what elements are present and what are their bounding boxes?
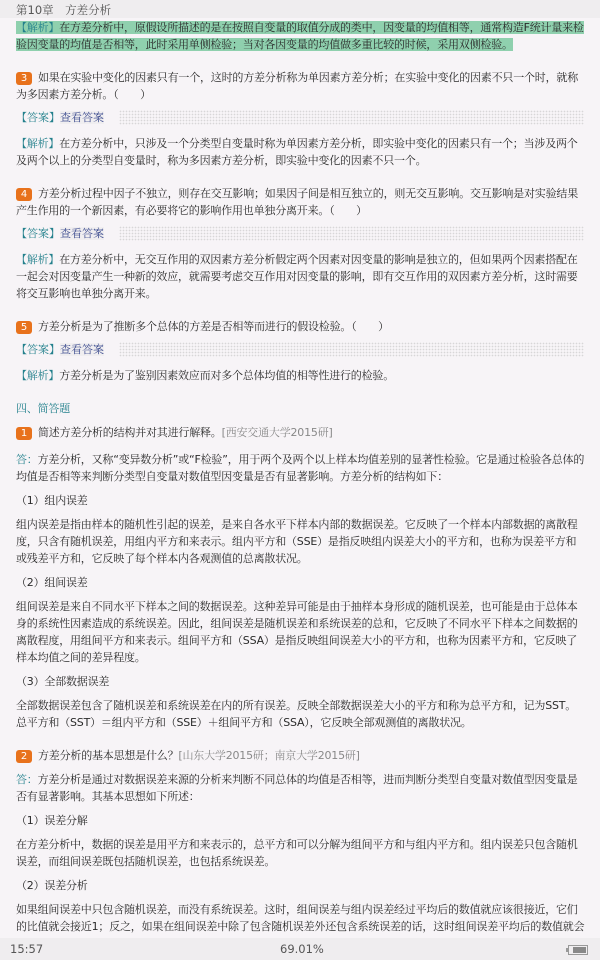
view-answer-link[interactable]: 查看答案 [60,227,104,240]
question-text: 方差分析过程中因子不独立，则存在交互影响；如果因子间是相互独立的，则无交互影响。交互影响是对实验结果产生作用的一个新因素，有必要将它的影响作用也单独分离开来。（ ） [16,187,578,217]
question-text: 简述方差分析的结构并对其进行解释。 [38,426,222,439]
analysis-block [16,251,586,302]
answer-label: 【答案】 [16,227,60,240]
question-5 [16,318,586,335]
paragraph: 如果组间误差中只包含随机误差，而没有系统误差。这时，组间误差与组内误差经过平均后的数值就应该很接近，它们的比值就会接近1；反之，如果在组间误差中除了包含随机误差外还包含系统误差的话，这时组间误差平均后的数值就会 [16,903,585,933]
battery-icon [568,945,588,955]
analysis-label: 【解析】 [16,137,60,150]
view-answer-link[interactable]: 查看答案 [60,343,104,356]
question-text: 如果在实验中变化的因素只有一个，这时的方差分析称为单因素方差分析；在实验中变化的因素不只一个时，就称为多因素方差分析。（ ） [16,71,578,101]
answer-text: 方差分析是通过对数据误差来源的分析来判断不同总体的均值是否相等，进而判断分类型自变量对数值型因变量是否有显著影响。其基本思想如下所述： [16,773,578,803]
paragraph: 全部数据误差包含了随机误差和系统误差在内的所有误差。反映全部数据误差大小的平方和称为总平方和，记为SST。总平方和（SST）＝组内平方和（SSE）＋组间平方和（SSA），它反映全部观测值的离散状况。 [16,699,577,729]
chapter-header [0,0,600,18]
chapter-title: 第10章 方差分析 [16,3,112,17]
answer-label: 答： [16,453,38,466]
view-answer-link[interactable]: 查看答案 [60,111,104,124]
question-number-badge: 4 [16,188,32,201]
subheading: （2）误差分析 [16,879,88,892]
short-question-1 [16,424,586,441]
reading-progress: 69.01% [280,942,324,956]
answer-row [16,226,584,241]
analysis-block [16,19,586,53]
question-text: 方差分析是为了推断多个总体的方差是否相等而进行的假设检验。（ ） [38,320,389,333]
analysis-text: 在方差分析中，无交互作用的双因素方差分析假定两个因素对因变量的影响是独立的，但如果两个因素搭配在一起会对因变量产生一种新的效应，就需要考虑交互作用对因变量的影响，即有交互作用的双因素方差分析，这时需要将交互影响也单独分离开来。 [16,253,578,300]
question-number-badge: 2 [16,750,32,763]
question-number-badge: 5 [16,321,32,334]
page-content [16,19,586,936]
answer-row [16,110,584,125]
paragraph: 组内误差是指由样本的随机性引起的误差，是来自各水平下样本内部的数据误差。它反映了一个样本内部数据的离散程度，只含有随机误差，用组内平方和来表示。组内平方和（SSE）是指反映组内误差大小的平方和，也称为误差平方和或残差平方和，它反映了每个样本内各观测值的总离散状况。 [16,518,578,565]
question-3 [16,69,586,103]
question-number-badge: 3 [16,72,32,85]
short-question-2 [16,747,586,764]
subheading: （1）组内误差 [16,494,88,507]
question-source: [山东大学2015研；南京大学2015研] [178,749,360,762]
section-heading: 四、简答题 [16,402,70,415]
answer-label: 答： [16,773,38,786]
analysis-block [16,367,586,384]
question-text: 方差分析的基本思想是什么？ [38,749,179,762]
analysis-label: 【解析】 [16,369,60,382]
analysis-label: 【解析】 [16,21,60,34]
answer-row [16,342,584,357]
analysis-text: 在方差分析中，只涉及一个分类型自变量时称为单因素方差分析，即实验中变化的因素只有一个；当涉及两个及两个以上的分类型自变量时，称为多因素方差分析，即实验中变化的因素不只一个。 [16,137,578,167]
answer-label: 【答案】 [16,111,60,124]
analysis-text: 方差分析是为了鉴别因素效应而对多个总体均值的相等性进行的检验。 [59,369,395,382]
analysis-block [16,135,586,169]
clock: 15:57 [10,942,44,956]
subheading: （2）组间误差 [16,576,88,589]
subheading: （3）全部数据误差 [16,675,110,688]
question-4 [16,185,586,219]
paragraph: 组间误差是来自不同水平下样本之间的数据误差。这种差异可能是由于抽样本身形成的随机误差，也可能是由于总体本身的系统性因素造成的系统误差。因此，组间误差是随机误差和系统误差的总和，它反映了不同水平下样本之间数据的离散程度，用组间平方和来表示。组间平方和（SSA）是指反映组间误差大小的平方和，也称为因素平方和，它反映了样本均值之间的差异程度。 [16,600,578,664]
answer-block [16,771,586,805]
analysis-text[interactable]: 在方差分析中，原假设所描述的是在按照自变量的取值分成的类中，因变量的均值相等，通常构造F统计量来检验因变量的均值是否相等，此时采用单侧检验；当对各因变量的均值做多重比较的时候，采用双侧检验。 [16,21,584,51]
analysis-label: 【解析】 [16,253,60,266]
status-footer [0,938,600,960]
question-number-badge: 1 [16,427,32,440]
question-source: [西安交通大学2015研] [221,426,333,439]
subheading: （1）误差分解 [16,814,88,827]
answer-text: 方差分析，又称“变异数分析”或“F检验”，用于两个及两个以上样本均值差别的显著性检验。它是通过检验各总体的均值是否相等来判断分类型自变量对数值型因变量是否有显著影响。方差分析的结构如下： [16,453,585,483]
answer-label: 【答案】 [16,343,60,356]
answer-block [16,451,586,485]
paragraph: 在方差分析中，数据的误差是用平方和来表示的，总平方和可以分解为组间平方和与组内平方和。组内误差只包含随机误差，而组间误差既包括随机误差，也包括系统误差。 [16,838,578,868]
